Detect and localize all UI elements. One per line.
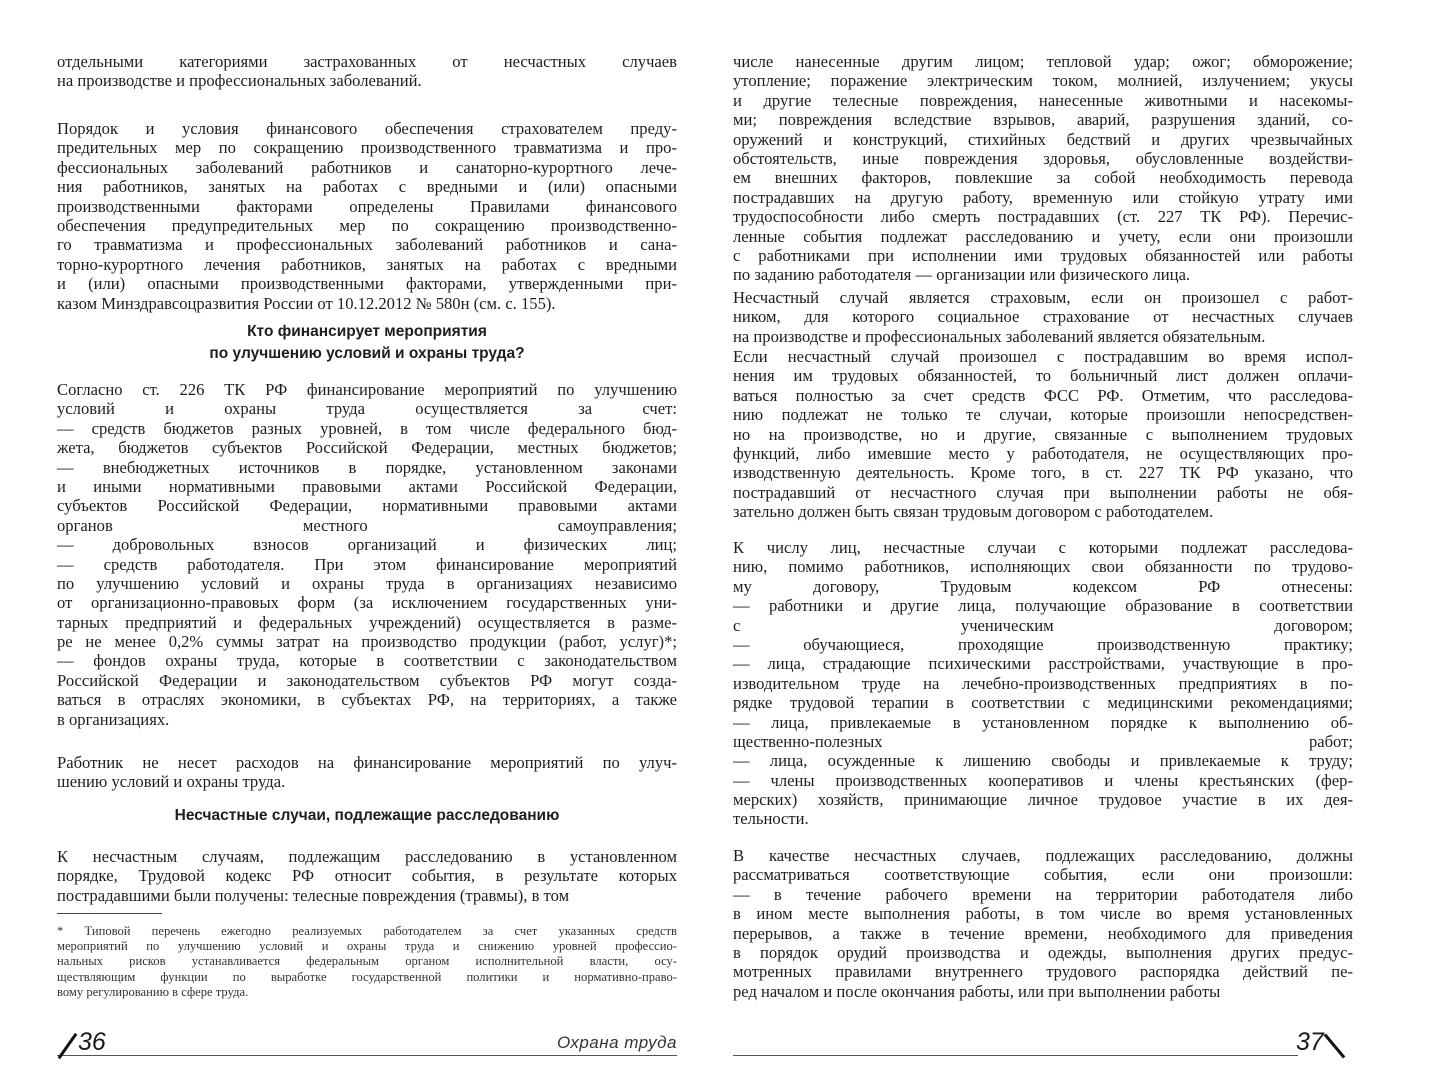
text-line: числе нанесенные другим лицом; тепловой удар; ожог; обморожение; <box>733 52 1353 71</box>
text-line: зательно должен быть связан трудовым договором с работодателем. <box>733 502 1214 522</box>
text-line: рассматриваться соответствующие события, если они произошли: <box>733 865 1353 885</box>
paragraph <box>57 753 677 792</box>
text-line: в ином месте выполнения работы, в том числе во время установленных <box>733 904 1353 924</box>
text-line: обстоятельств, иные повреждения здоровья, обусловленные воздействи- <box>733 148 1353 168</box>
text-line: К числу лиц, несчастные случаи с которыми подлежат расследова- <box>733 538 1353 557</box>
text-line: ваться в отраслях экономики, в субъектах РФ, на территориях, а также <box>57 690 677 710</box>
text-line: ем внешних факторов, повлекшие за собой необходимость перевода <box>733 168 1353 188</box>
text-line: — средств бюджетов разных уровней, в том числе федерального бюд- <box>57 418 677 438</box>
section-heading <box>57 805 677 827</box>
text-line: в организациях. <box>57 709 170 729</box>
text-line: с ученическим договором; <box>733 615 1353 635</box>
text-line: функций, либо имевшие место у работодателя, не осуществляющих про- <box>733 443 1353 463</box>
text-line: пострадавший от несчастного случая при выполнении работы не обя- <box>733 482 1353 502</box>
paragraph <box>57 52 677 91</box>
text-line: тельности. <box>733 809 809 829</box>
footnote-line: нальных рисков устанавливается федеральным органом исполнительной власти, осу- <box>57 954 677 969</box>
text-line: шению условий и охраны труда. <box>57 772 286 792</box>
footnote-line: * Типовой перечень ежегодно реализуемых работодателем за счет указанных средств <box>57 924 677 938</box>
text-line: го травматизма и профессиональных заболеваний работников и сана- <box>57 235 677 255</box>
text-line: отдельными категориями застрахованных от несчастных случаев <box>57 52 677 71</box>
footer-rule-right <box>733 1055 1298 1056</box>
text-line: — лица, осужденные к лишению свободы и привлекаемые к труду; <box>733 751 1353 771</box>
text-line: нию подлежат не только те случаи, которые произошли непосредствен- <box>733 405 1353 425</box>
page-number-right: 37 <box>1296 1028 1324 1056</box>
text-line: и (или) опасными производственными факторами, утвержденными при- <box>57 274 677 294</box>
footnote <box>57 924 677 1000</box>
running-title: Охрана труда <box>556 1033 677 1052</box>
footnote-line: вому регулированию в сфере труда. <box>57 984 249 999</box>
text-line: пострадавшими были получены: телесные повреждения (травмы), в том <box>57 885 570 905</box>
text-line: и иными нормативными правовыми актами Российской Федерации, <box>57 476 677 496</box>
text-line: предительных мер по сокращению производственного травматизма и про- <box>57 138 677 158</box>
text-line: жета, бюджетов субъектов Российской Федерации, местных бюджетов; <box>57 438 677 458</box>
text-line: и другие телесные повреждения, нанесенные животными и насекомы- <box>733 90 1353 110</box>
text-line: перерывов, а также в течение времени, необходимого для приведения <box>733 923 1353 943</box>
text-line: тарных предприятий и федеральных учреждений) осуществляется в разме- <box>57 612 677 632</box>
paragraph <box>733 846 1353 1001</box>
paragraph <box>733 52 1353 285</box>
text-line: Работник не несет расходов на финансирование мероприятий по улуч- <box>57 753 677 772</box>
page-slash-right-icon <box>1324 1034 1346 1059</box>
text-line: оружений и конструкций, стихийных бедствий и других чрезвычайных <box>733 129 1353 149</box>
text-line: мотренных правилами внутреннего трудового распорядка действий пе- <box>733 962 1353 982</box>
text-line: В качестве несчастных случаев, подлежащих расследованию, должны <box>733 846 1353 865</box>
text-line: ми; повреждения вследствие взрывов, аварий, разрушения зданий, со- <box>733 110 1353 130</box>
paragraph <box>733 347 1353 522</box>
text-line: казом Минздравсоцразвития России от 10.12.2012 № 580н (см. с. 155). <box>57 293 556 313</box>
paragraph <box>57 119 677 313</box>
text-line: по улучшению условий и охраны труда? <box>209 345 525 362</box>
text-line: изводительном труде на лечебно-производственных предприятиях в по- <box>733 673 1353 693</box>
footnote-line: мероприятий по улучшению условий и охраны труда и снижению уровней профессио- <box>57 939 677 954</box>
text-line: изводственную деятельность. Кроме того, в ст. 227 ТК РФ указано, что <box>733 463 1353 483</box>
text-line: — средств работодателя. При этом финансирование мероприятий <box>57 554 677 574</box>
text-line: Кто финансирует мероприятия <box>247 323 487 340</box>
text-line: в порядок орудий производства и одежды, выполнения других предус- <box>733 942 1353 962</box>
text-line: — обучающиеся, проходящие производственную практику; <box>733 634 1353 654</box>
text-line: ред началом и после окончания работы, или при выполнении работы <box>733 981 1221 1001</box>
text-line: К несчастным случаям, подлежащим расследованию в установленном <box>57 847 677 866</box>
text-line: — в течение рабочего времени на территории работодателя либо <box>733 884 1353 904</box>
text-line: фессиональных заболеваний работников и санаторно-курортного лече- <box>57 157 677 177</box>
page-number-left: 36 <box>78 1028 106 1056</box>
text-line: — работники и другие лица, получающие образование в соответствии <box>733 596 1353 616</box>
text-line: органов местного самоуправления; <box>57 515 677 535</box>
text-line: — фондов охраны труда, которые в соответствии с законодательством <box>57 651 677 671</box>
text-line: рядке трудовой терапии в соответствии с медицинскими рекомендациями; <box>733 693 1353 713</box>
text-line: — внебюджетных источников в порядке, установленном законами <box>57 457 677 477</box>
footnote-rule <box>57 913 162 914</box>
text-line: ваться полностью за счет средств ФСС РФ. Отметим, что расследова- <box>733 385 1353 405</box>
text-line: утопление; поражение электрическим током, молнией, излучением; укусы <box>733 71 1353 91</box>
text-line: по улучшению условий и охраны труда в организациях независимо <box>57 573 677 593</box>
text-line: Российской Федерации и законодательством субъектов РФ могут созда- <box>57 670 677 690</box>
text-line: от организационно-правовых форм (за исключением государственных уни- <box>57 593 677 613</box>
text-line: на производстве и профессиональных заболеваний. <box>57 71 422 91</box>
text-line: Несчастные случаи, подлежащие расследованию <box>174 807 560 824</box>
text-line: ния работников, занятых на работах с вредными и (или) опасными <box>57 177 677 197</box>
text-line: Согласно ст. 226 ТК РФ финансирование мероприятий по улучшению <box>57 380 677 399</box>
footer-rule-left <box>57 1055 677 1056</box>
section-heading <box>57 321 677 365</box>
text-line: му договору, Трудовым кодексом РФ отнесены: <box>733 576 1353 596</box>
text-line: ре не менее 0,2% суммы затрат на производство продукции (работ, услуг)*; <box>57 632 677 652</box>
text-line: порядке, Трудовой кодекс РФ относит события, в результате которых <box>57 866 677 886</box>
text-line: мерских) хозяйств, принимающие личное трудовое участие в их дея- <box>733 790 1353 810</box>
text-line: Несчастный случай является страховым, если он произошел с работ- <box>733 288 1353 307</box>
text-line: условий и охраны труда осуществляется за счет: <box>57 399 677 419</box>
text-line: субъектов Российской Федерации, нормативными правовыми актами <box>57 496 677 516</box>
text-line: нения им трудовых обязанностей, то больничный лист должен оплачи- <box>733 366 1353 386</box>
paragraph <box>57 380 677 729</box>
text-line: ленные события подлежат расследованию и учету, если они произошли <box>733 226 1353 246</box>
text-line: Порядок и условия финансового обеспечения страхователем преду- <box>57 119 677 138</box>
text-line: на производстве и профессиональных заболеваний является обязательным. <box>733 326 1266 346</box>
text-line: обеспечения предупредительных мер по сокращению производственно- <box>57 215 677 235</box>
text-line: щественно-полезных работ; <box>733 731 1353 751</box>
text-line: с работниками при исполнении ими трудовых обязанностей или работы <box>733 245 1353 265</box>
text-line: трудоспособности либо смерть пострадавших (ст. 227 ТК РФ). Перечис- <box>733 207 1353 227</box>
text-line: но на производстве, но и другие, связанные с выполнением трудовых <box>733 424 1353 444</box>
paragraph <box>57 847 677 905</box>
text-line: ником, для которого социальное страхование от несчастных случаев <box>733 307 1353 327</box>
text-line: — лица, страдающие психическими расстройствами, участвующие в про- <box>733 654 1353 674</box>
text-line: по заданию работодателя — организации или физического лица. <box>733 265 1191 285</box>
footnote-line: ществляющим функции по выработке государственной политики и нормативно-право- <box>57 969 677 984</box>
paragraph <box>733 538 1353 829</box>
text-line: нию, помимо работников, исполняющих свои обязанности по трудово- <box>733 557 1353 577</box>
text-line: — члены производственных кооперативов и члены крестьянских (фер- <box>733 770 1353 790</box>
text-line: пострадавших на другую работу, временную или стойкую утрату ими <box>733 187 1353 207</box>
text-line: производственными факторами определены Правилами финансового <box>57 196 677 216</box>
text-line: Если несчастный случай произошел с пострадавшим во время испол- <box>733 347 1353 366</box>
text-line: торно-курортного лечения работников, занятых на работах с вредными <box>57 254 677 274</box>
paragraph <box>733 288 1353 346</box>
text-line: — добровольных взносов организаций и физических лиц; <box>57 535 677 555</box>
text-line: — лица, привлекаемые в установленном порядке к выполнению об- <box>733 712 1353 732</box>
